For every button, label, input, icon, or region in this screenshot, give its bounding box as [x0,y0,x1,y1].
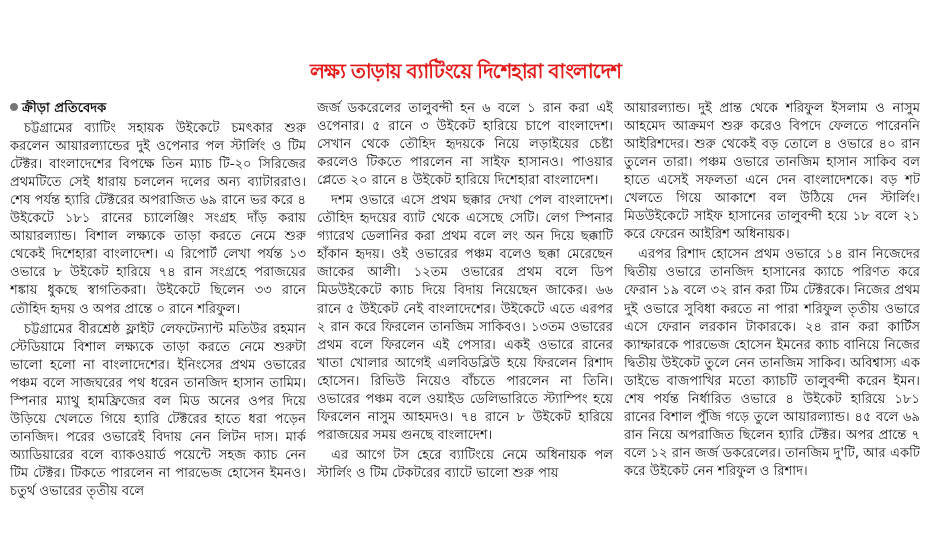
paragraph: এর আগে টস হেরে ব্যাটিংয়ে নেমে অধিনায়ক পল স্টার্লিং ও টিম টেকটরের ব্যাটে ভালো শুরু পায় [317,447,613,481]
paragraph: আয়ারল্যান্ড। দুই প্রান্ত থেকে শরিফুল ইসলাম ও নাসুম আহমেদ আক্রমণ শুরু করেও বিপদে ফেলতে পারেননি আইরিশদের। শুরু থেকেই বড় তোলে ৪ ওভারে ৪০ রান তুলেন তারা। পঞ্চম ওভারে তানজিম হাসান সাকিব বল হাতে এসেই সফলতা এনে দেন বাংলাদেশকে। বড় শট খেলতে গিয়ে আকাশে বল উঠিয়ে দেন স্টার্লিং। মিডউইকেটে সাইফ হাসানের তালুবন্দী হয়ে ১৮ বলে ২১ করে ফেরেন আইরিশ অধিনায়ক। [624,101,920,243]
paragraph: জর্জ ডকরেলের তালুবন্দী হন ৬ বলে ১ রান করা এই ওপেনার। ৫ রানে ৩ উইকেট হারিয়ে চাপে বাংলাদেশ। সেখান থেকে তৌহিদ হৃদয়কে নিয়ে লড়াইয়ের চেষ্টা করলেও টিকতে পারলেন না সাইফ হাসানও। পাওয়ার প্লেতে ২০ রানে ৪ উইকেট হারিয়ে দিশেহারা বাংলাদেশ। [317,101,613,189]
paragraph: এরপর রিশাদ হোসেন প্রথম ওভারে ১৪ রান নিজেদের দ্বিতীয় ওভারে তানজিদ হাসানের ক্যাচে পরিণত করে ফেরান ১৯ বলে ৩২ রান করা টিম টেক্টরকে। নিজের প্রথম দুই ওভারে সুবিধা করতে না পারা শরিফুল তৃতীয় ওভারে এসে ফেরান লরকান টাকারকে। ২৪ রান করা কার্টিস ক্যাম্ফারকে পারভেজ হোসেন ইমনের ক্যাচ বানিয়ে নিজের দ্বিতীয় উইকেট তুলে নেন তানজিম সাকিব। অবিশ্বাস্য এক ডাইভে বাজপাখির মতো ক্যাচটি তালুবন্দী করেন ইমন। শেষ পর্যন্ত নির্ধারিত ওভারে ৪ উইকেট হারিয়ে ১৮১ রানের বিশাল পুঁজি গড়ে তুলে আয়ারল্যান্ড। ৪৫ বলে ৬৯ রান নিয়ে অপরাজিত ছিলেন হ্যারি টেক্টর। অপর প্রান্তে ৭ বলে ১২ রান জর্জ ডকরেলের। তানজিম দু'টি, আর একটি করে উইকেট নেন শরিফুল ও রিশাদ। [624,247,920,479]
paragraph: চট্টগ্রামের বীরশ্রেষ্ঠ ফ্লাইট লেফটেন্যান্ট মতিউর রহমান স্টেডিয়ামে বিশাল লক্ষ্যকে তাড়া করতে নেমে শুরুটা ভালো হলো না বাংলাদেশের। ইনিংসের প্রথম ওভারের পঞ্চম বলে সাজঘরের পথ ধরেন তানজিদ হাসান তামিম। স্পিনার ম্যাথু হামফ্রিজের বল মিড অনের ওপর দিয়ে উড়িয়ে খেলতে গিয়ে হ্যারি টেক্টরের হাতে ধরা পড়েন তানজিদ। পরের ওভারেই বিদায় নেন লিটন দাস। মার্ক অ্যাডিয়ারের বলে ব্যাকওয়ার্ড পয়েন্টে সহজ ক্যাচ নেন টিম টেক্টর। টিকতে পারলেন না পারভেজ হোসেন ইমনও। চতুর্থ ওভারের তৃতীয় বলে [10,321,306,499]
article-column-3 [624,100,920,535]
article-column-2 [317,100,613,535]
headline: লক্ষ্য তাড়ায় ব্যাটিংয়ে দিশেহারা বাংলাদেশ [309,59,622,84]
byline [10,100,306,118]
article-column-1 [10,100,306,535]
bullet-icon [10,103,18,111]
byline-text: ক্রীড়া প্রতিবেদক [22,101,107,116]
paragraph: দশম ওভারে এসে প্রথম ছক্কার দেখা পেল বাংলাদেশ। তৌহিদ হৃদয়ের ব্যাট থেকে এসেছে সেটি। লেগ স্পিনার গ্যারেথ ডেলানির করা প্রথম বলে লং অন দিয়ে ছক্কাটি হাঁকান হৃদয়। ওই ওভারের পঞ্চম বলেও ছক্কা মেরেছেন জাকের আলী। ১২তম ওভারের প্রথম বলে ডিপ মিডউইকেটে ক্যাচ দিয়ে বিদায় নিয়েছেন জাকের। ৬৬ রানে ৫ উইকেট নেই বাংলাদেশের। উইকেটে এতে এরপর ২ রান করে ফিরলেন তানজিম সাকিবও। ১৩তম ওভারের প্রথম বলে ফিরলেন এই পেসার। একই ওভারে রানের খাতা খোলার আগেই এলবিডব্লিউ হয়ে ফিরলেন রিশাদ হোসেন। রিভিউ নিয়েও বাঁচতে পারলেন না তিনি। ওভারের পঞ্চম বলে ওয়াইড ডেলিভারিতে স্ট্যাম্পিং হয়ে ফিরলেন নাসুম আহমদও। ৭৪ রানে ৮ উইকেট হারিয়ে পরাজয়ের সময় গুনছে বাংলাদেশ। [317,193,613,443]
paragraph: চট্টগ্রামের ব্যাটিং সহায়ক উইকেটে চমৎকার শুরু করলেন আয়ারল্যান্ডের দুই ওপেনার পল স্টার্লিং ও টিম টেক্টর। বাংলাদেশের বিপক্ষে তিন ম্যাচ টি-২০ সিরিজের প্রথমটিতে সেই ধারায় চললেন দলের অন্য ব্যাটাররাও। শেষ পর্যন্ত হ্যারি টেক্টরের অপরাজিত ৬৯ রানে ভর করে ৪ উইকেটে ১৮১ রানের চ্যালেঞ্জিং সংগ্রহ দাঁড় করায় আয়ারল্যান্ড। বিশাল লক্ষ্যকে তাড়া করতে নেমে শুরু থেকেই দিশেহারা বাংলাদেশ। এ রিপোর্ট লেখা পর্যন্ত ১৩ ওভারে ৮ উইকেট হারিয়ে ৭৪ রান সংগ্রহে পরাজয়ের শঙ্কায় ধুকছে স্বাগতিকরা। উইকেটে ছিলেন ৩৩ রানে তৌহিদ হৃদয় ও অপর প্রান্তে ০ রানে শরিফুল। [10,121,306,317]
